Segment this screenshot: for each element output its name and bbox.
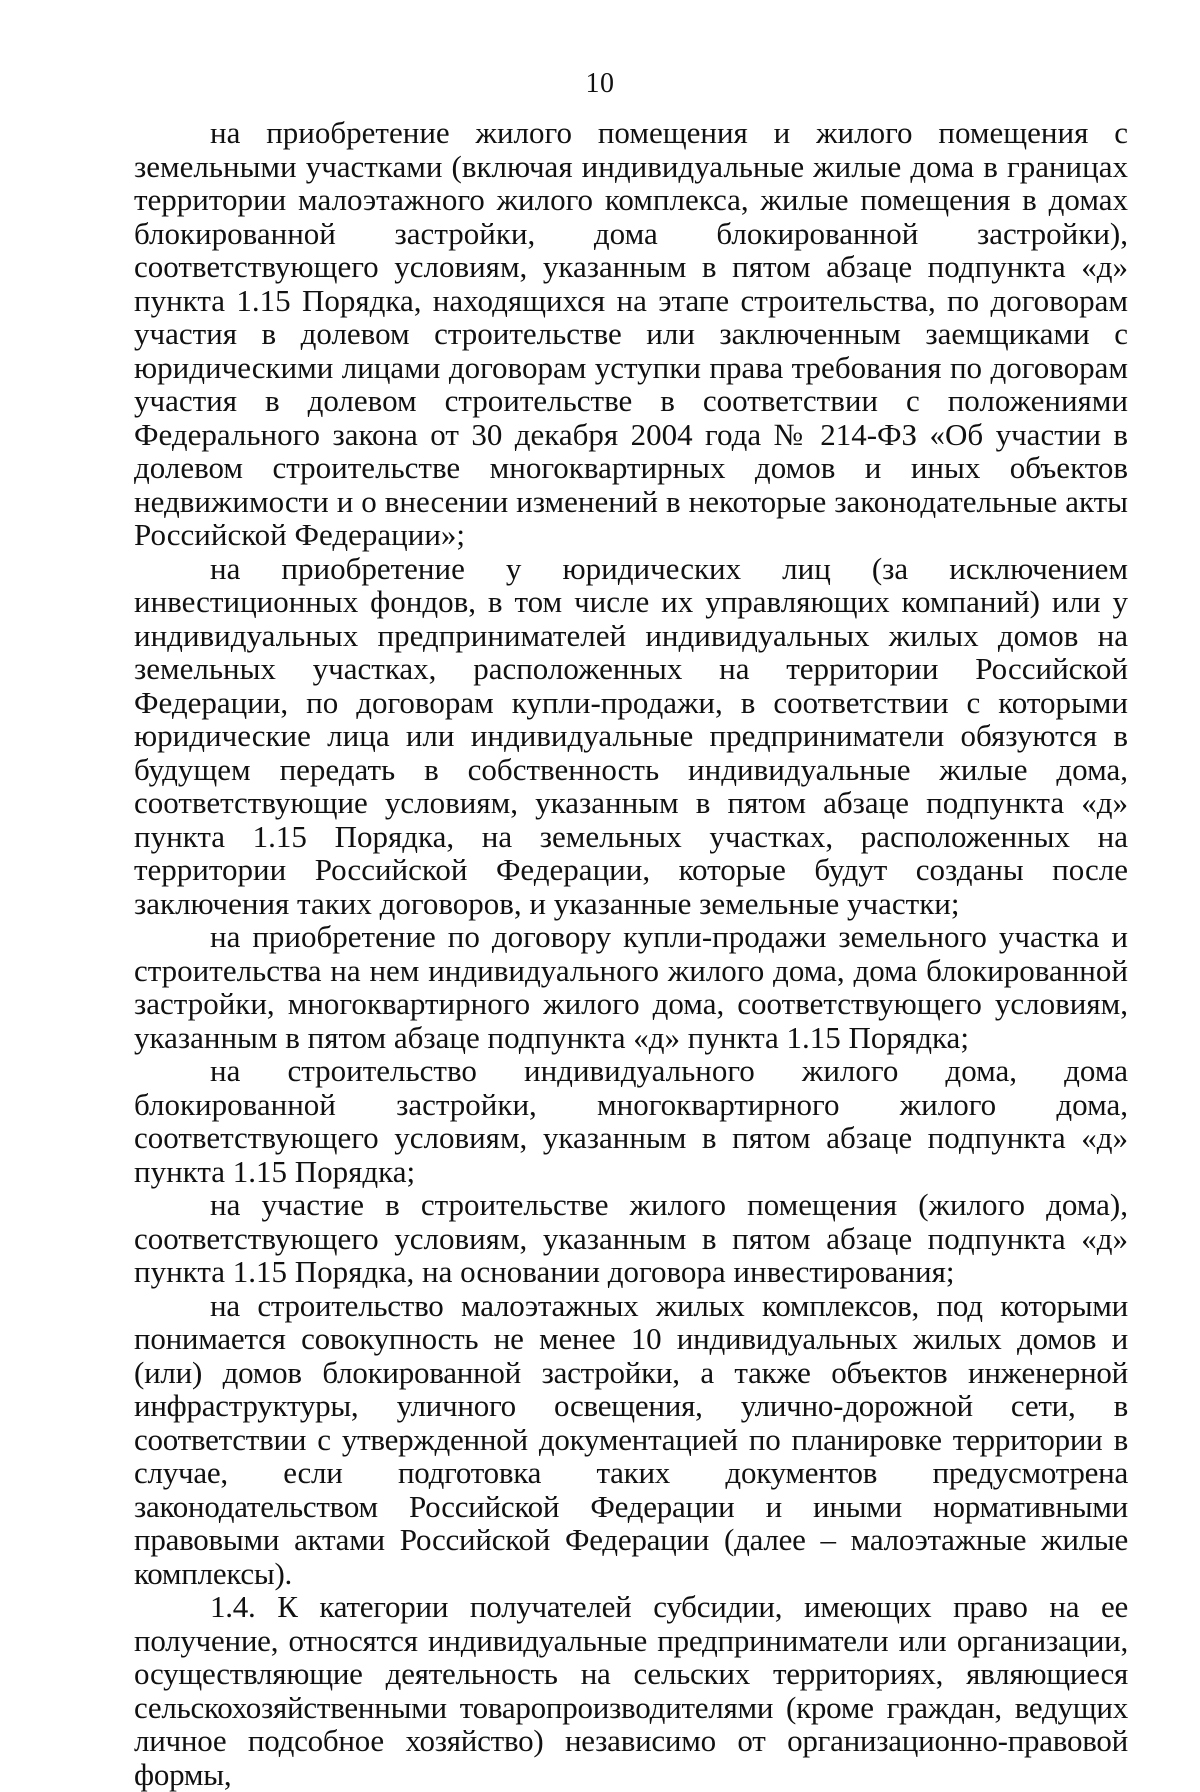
paragraph-land-purchase: на приобретение по договору купли-продажи земельного участка и строительства на нем индивидуального жилого дома, дома блокированной застройки, многоквартирного жилого дома, соответствующего условиям, указанным в пятом абзаце подпункта «д» пункта 1.15 Порядка;	[134, 919, 1128, 1055]
paragraph-residential-premises: на приобретение жилого помещения и жилого помещения с земельными участками (включая индивидуальные жилые дома в границах территории малоэтажного жилого комплекса, жилые помещения в домах блокированной застройки, дома блокированной застройки), соответствующего условиям, указанным в пятом абзаце подпункта «д» пункта 1.15 Порядка, находящихся на этапе строительства, по договорам участия в долевом строительстве или заключенным заемщиками с юридическими лицами договорам уступки права требования по договорам участия в долевом строительстве в соответствии с положениями Федерального закона от 30 декабря 2004 года № 214-ФЗ «Об участии в долевом строительстве многоквартирных домов и иных объектов недвижимости и о внесении изменений в некоторые законодательные акты Российской Федерации»;	[134, 115, 1128, 552]
paragraph-section-1-4: 1.4. К категории получателей субсидии, имеющих право на ее получение, относятся индивидуальные предприниматели или организации, осуществляющие деятельность на сельских территориях, являющиеся сельскохозяйственными товаропроизводителями (кроме граждан, ведущих личное подсобное хозяйство) независимо от организационно-правовой формы,	[134, 1589, 1128, 1792]
paragraph-low-rise-complexes: на строительство малоэтажных жилых комплексов, под которыми понимается совокупность не менее 10 индивидуальных жилых домов и (или) домов блокированной застройки, а также объектов инженерной инфраструктуры, уличного освещения, улично-дорожной сети, в соответствии с утвержденной документацией по планировке территории в случае, если подготовка таких документов предусмотрена законодательством Российской Федерации и иными нормативными правовыми актами Российской Федерации (далее – малоэтажные жилые комплексы).	[134, 1287, 1128, 1591]
paragraph-construction: на строительство индивидуального жилого дома, дома блокированной застройки, многоквартирного жилого дома, соответствующего условиям, указанным в пятом абзаце подпункта «д» пункта 1.15 Порядка;	[134, 1053, 1128, 1189]
paragraph-individual-houses: на приобретение у юридических лиц (за исключением инвестиционных фондов, в том числе их управляющих компаний) или у индивидуальных предпринимателей индивидуальных жилых домов на земельных участках, расположенных на территории Российской Федерации, по договорам купли-продажи, в соответствии с которыми юридические лица или индивидуальные предприниматели обязуются в будущем передать в собственность индивидуальные жилые дома, соответствующие условиям, указанным в пятом абзаце подпункта «д» пункта 1.15 Порядка, на земельных участках, расположенных на территории Российской Федерации, которые будут созданы после заключения таких договоров, и указанные земельные участки;	[134, 550, 1128, 921]
document-body	[134, 116, 1128, 1791]
page-number: 10	[585, 68, 615, 99]
paragraph-investment-participation: на участие в строительстве жилого помещения (жилого дома), соответствующего условиям, указанным в пятом абзаце подпункта «д» пункта 1.15 Порядка, на основании договора инвестирования;	[134, 1187, 1128, 1289]
